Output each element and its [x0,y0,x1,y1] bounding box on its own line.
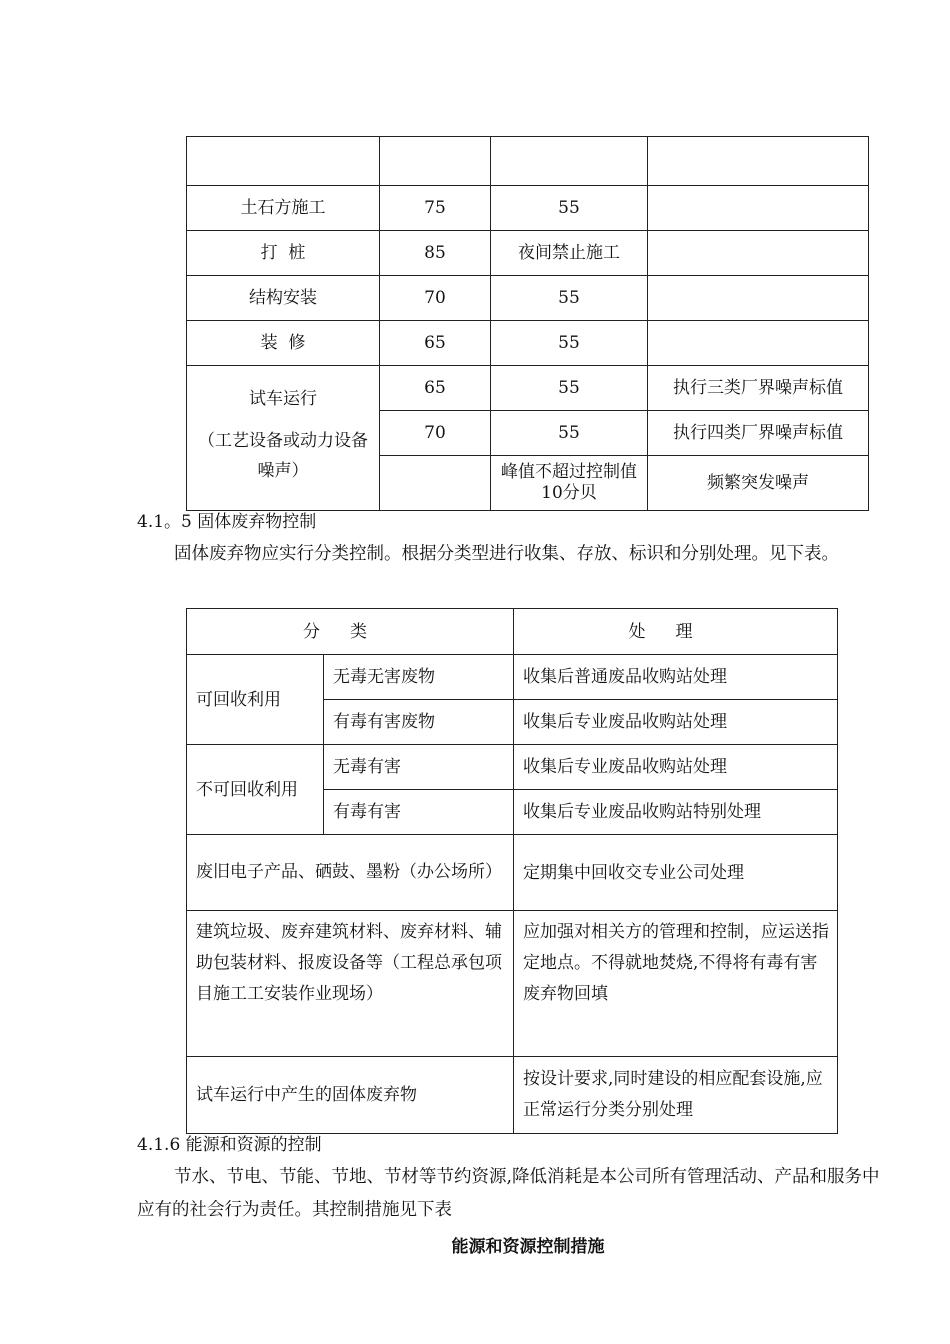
table-row [187,321,869,366]
table-row [187,745,838,790]
day-limit-cell: 70 [380,411,491,456]
header-treatment-label: 处理 [628,621,723,642]
night-limit-cell: 峰值不超过控制值10分贝 [491,456,648,511]
section-heading: 4.1。5 固体废弃物控制 [137,512,317,532]
section-paragraph: 节水、节电、节能、节地、节材等节约资源,降低消耗是本公司所有管理活动、产品和服务中应有的社会行为责任。其控制措施见下表 [137,1167,880,1220]
day-limit-cell: 85 [380,231,491,276]
trial-stage-sub: （工艺设备或动力设备噪声） [198,431,368,481]
table-cell [187,137,380,186]
header-treatment [514,609,838,655]
night-limit-cell: 夜间禁止施工 [491,231,648,276]
day-limit-cell: 65 [380,366,491,411]
table-cell [648,137,869,186]
day-limit-cell: 70 [380,276,491,321]
category-cell: 废旧电子产品、硒鼓、墨粉（办公场所） [187,835,514,911]
header-category [187,609,514,655]
note-cell [648,321,869,366]
stage-cell: 土石方施工 [187,186,380,231]
table-row [187,835,838,911]
section-heading: 4.1.6 能源和资源的控制 [137,1135,322,1155]
trial-stage-cell [187,366,380,511]
header-category-label: 分类 [303,621,397,642]
table-row [187,911,838,1057]
treatment-cell: 收集后专业废品收购站处理 [514,700,838,745]
stage-cell: 装 修 [187,321,380,366]
treatment-cell: 定期集中回收交专业公司处理 [514,835,838,911]
note-cell [648,276,869,321]
note-cell: 执行四类厂界噪声标值 [648,411,869,456]
table-title: 能源和资源控制措施 [451,1237,605,1257]
night-limit-cell: 55 [491,321,648,366]
night-limit-cell: 55 [491,186,648,231]
treatment-cell: 收集后普通废品收购站处理 [514,655,838,700]
treatment-cell: 收集后专业废品收购站处理 [514,745,838,790]
category-cell: 试车运行中产生的固体废弃物 [187,1057,514,1134]
group-cell: 不可回收利用 [187,745,324,835]
treatment-cell: 按设计要求,同时建设的相应配套设施,应正常运行分类分别处理 [514,1057,838,1134]
treatment-cell: 应加强对相关方的管理和控制，应运送指定地点。不得就地焚烧,不得将有毒有害废弃物回填 [514,911,838,1057]
section-paragraph: 固体废弃物应实行分类控制。根据分类型进行收集、存放、标识和分别处理。见下表。 [174,544,839,564]
subcategory-cell: 有毒有害 [324,790,514,835]
table-row [187,366,869,411]
category-cell: 建筑垃圾、废弃建筑材料、废弃材料、辅助包装材料、报废设备等（工程总承包项目施工工安装作业现场） [187,911,514,1057]
table-header-row [187,609,838,655]
table-row [187,655,838,700]
table-row [187,231,869,276]
trial-stage-label: 试车运行 [249,389,317,409]
note-cell: 频繁突发噪声 [648,456,869,511]
table-cell [491,137,648,186]
noise-limit-table [186,136,869,511]
note-cell [648,231,869,276]
subcategory-cell: 无毒有害 [324,745,514,790]
table-cell [380,137,491,186]
stage-cell: 结构安装 [187,276,380,321]
table-row [187,186,869,231]
treatment-cell: 收集后专业废品收购站特别处理 [514,790,838,835]
group-cell: 可回收利用 [187,655,324,745]
day-limit-cell: 65 [380,321,491,366]
table-row [187,1057,838,1134]
subcategory-cell: 无毒无害废物 [324,655,514,700]
day-limit-cell: 75 [380,186,491,231]
note-cell [648,186,869,231]
night-limit-cell: 55 [491,411,648,456]
note-cell: 执行三类厂界噪声标值 [648,366,869,411]
night-limit-cell: 55 [491,366,648,411]
day-limit-cell [380,456,491,511]
night-limit-cell: 55 [491,276,648,321]
solid-waste-table [186,608,838,1134]
table-row [187,137,869,186]
stage-cell: 打 桩 [187,231,380,276]
table-row [187,276,869,321]
subcategory-cell: 有毒有害废物 [324,700,514,745]
